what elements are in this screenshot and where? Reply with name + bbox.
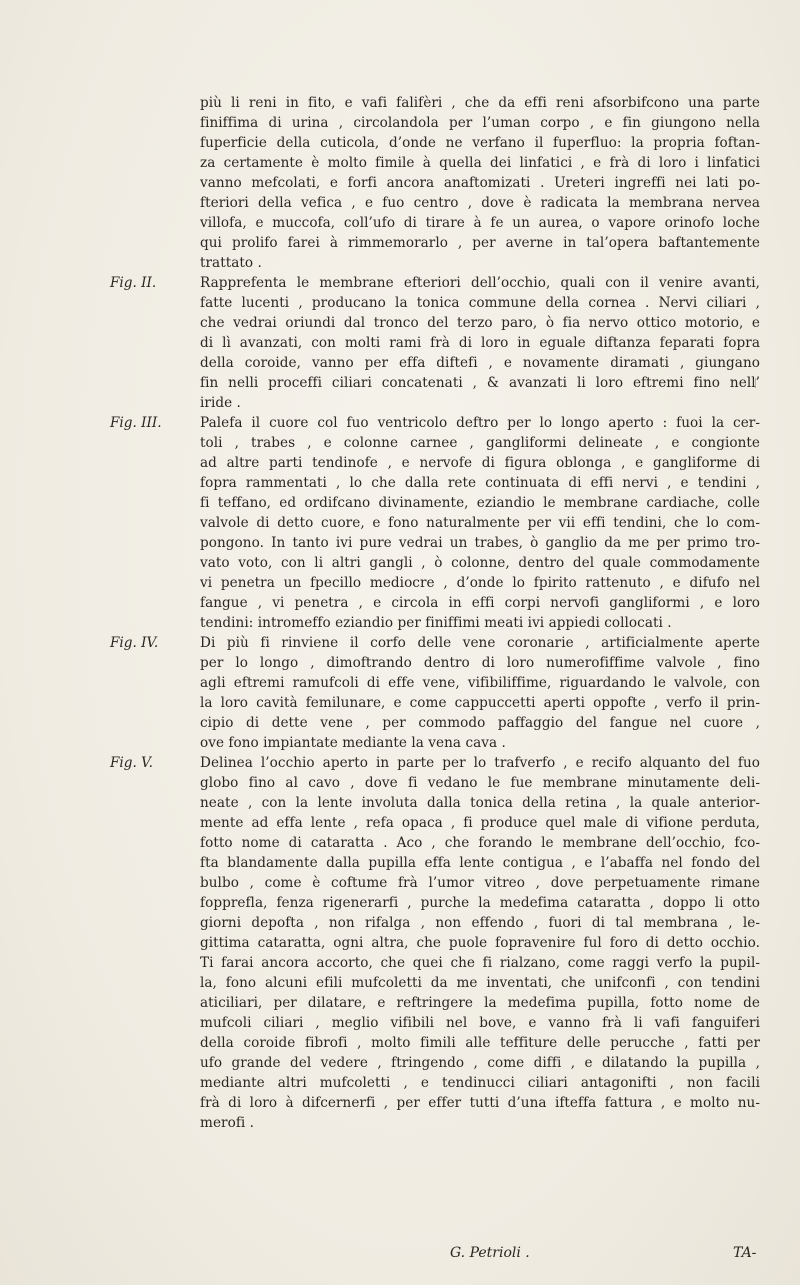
text-line: neate , con la lente involuta dalla tonica della retina , la quale anterior- (200, 795, 760, 811)
text-line: fi teffano, ed ordifcano divinamente, eziandio le membrane cardiache, colle (200, 495, 760, 511)
text-line: Di più fi rinviene il corfo delle vene coronarie , artificialmente aperte (200, 635, 760, 651)
text-line: della coroide fibrofi , molto fimili alle teffiture delle perucche , fatti per (200, 1035, 760, 1051)
text-line: agli eftremi ramufcoli di effe vene, vifibiliffime, riguardando le valvole, con (200, 675, 760, 691)
text-line: trattato . (200, 255, 262, 271)
text-line: fotto nome di cataratta . Aco , che forando le membrane dell’occhio, fco- (200, 835, 760, 851)
text-line: vato voto, con li altri gangli , ò colonne, dentro del quale commodamente (200, 555, 760, 571)
text-line: vanno mefcolati, e forfi ancora anaftomizati . Ureteri ingreffi nei lati po- (200, 175, 760, 191)
text-line: villofa, e muccofa, coll’ufo di tirare à fe un aurea, o vapore orinofo loche (200, 215, 760, 231)
text-line: aticiliari, per dilatare, e reftringere la medefima pupilla, fotto nome de (200, 995, 760, 1011)
text-line: fangue , vi penetra , e circola in effi corpi nervofi gangliformi , e loro (200, 595, 760, 611)
text-line: gittima cataratta, ogni altra, che puole fopravenire ful foro di detto occhio. (200, 935, 760, 951)
printer-signature: G. Petrioli . (450, 1245, 530, 1261)
text-line: frà di loro à difcernerfi , per effer tutti d’una ifteffa fattura , e molto nu- (200, 1095, 760, 1111)
text-line: za certamente è molto fimile à quella dei linfatici , e frà di loro i linfatici (200, 155, 760, 171)
text-line: valvole di detto cuore, e fono naturalmente per vii effi tendini, che lo com- (200, 515, 760, 531)
text-line: cipio di dette vene , per commodo paffaggio del fangue nel cuore , (200, 715, 760, 731)
text-line: per lo longo , dimoftrando dentro di loro numerofiffime valvole , fino (200, 655, 760, 671)
text-line: Ti farai ancora accorto, che quei che fi rialzano, come raggi verfo la pupil- (200, 955, 760, 971)
text-line: mediante altri mufcoletti , e tendinucci ciliari antagonifti , non facili (200, 1075, 760, 1091)
figure-label: Fig. V. (110, 755, 153, 771)
text-line: fopprefla, fenza rigenerarfi , purche la medefima cataratta , doppo li otto (200, 895, 760, 911)
text-line: tendini: intromeffo eziandio per finiffimi meati ivi appiedi collocati . (200, 615, 672, 631)
text-line: mufcoli ciliari , meglio vifibili nel bove, e vanno frà li vafi fanguiferi (200, 1015, 760, 1031)
text-line: iride . (200, 395, 241, 411)
text-line: ufo grande del vedere , ftringendo , come diffi , e dilatando la pupilla , (200, 1055, 760, 1071)
text-line: la loro cavità femilunare, e come cappuccetti aperti oppofte , verfo il prin- (200, 695, 760, 711)
text-line: Palefa il cuore col fuo ventricolo deftro per lo longo aperto : fuoi la cer- (200, 415, 760, 431)
catchword: TA- (733, 1245, 757, 1261)
text-line: fin nelli proceffi ciliari concatenati , & avanzati li loro eftremi fino nell’ (200, 375, 760, 391)
text-line: merofi . (200, 1115, 255, 1131)
text-line: bulbo , come è coftume frà l’umor vitreo , dove perpetuamente rimane (200, 875, 760, 891)
text-line: qui prolifo farei à rimmemorarlo , per averne in tal’opera baftantemente (200, 235, 760, 251)
text-line: Delinea l’occhio aperto in parte per lo trafverfo , e recifo alquanto del fuo (200, 755, 760, 771)
text-line: più li reni in fito, e vafi falifèri , che da effi reni afsorbifcono una parte (200, 95, 760, 111)
text-line: mente ad effa lente , refa opaca , fi produce quel male di vifione perduta, (200, 815, 760, 831)
text-line: Rapprefenta le membrane efteriori dell’occhio, quali con il venire avanti, (200, 275, 760, 291)
text-line: fopra rammentati , lo che dalla rete continuata di effi nervi , e tendini , (200, 475, 760, 491)
text-line: globo fino al cavo , dove fi vedano le fue membrane minutamente deli- (200, 775, 760, 791)
text-line: che vedrai oriundi dal tronco del terzo paro, ò fia nervo ottico motorio, e (200, 315, 760, 331)
text-line: fatte lucenti , producano la tonica commune della cornea . Nervi ciliari , (200, 295, 760, 311)
text-line: la, fono alcuni efili mufcoletti da me inventati, che unifconfi , con tendini (200, 975, 760, 991)
text-line: ad altre parti tendinofe , e nervofe di figura oblonga , e gangliforme di (200, 455, 760, 471)
text-line: fuperficie della cuticola, d’onde ne verfano il fuperfluo: la propria foftan- (200, 135, 760, 151)
figure-label: Fig. IV. (110, 635, 159, 651)
text-line: giorni depofta , non rifalga , non effendo , fuori di tal membrana , le- (200, 915, 760, 931)
text-line: vi penetra un fpecillo mediocre , d’onde lo fpirito rattenuto , e difufo nel (200, 575, 760, 591)
figure-label: Fig. III. (110, 415, 162, 431)
text-line: toli , trabes , e colonne carnee , gangliformi delineate , e congionte (200, 435, 760, 451)
text-line: pongono. In tanto ivi pure vedrai un trabes, ò ganglio da me per primo tro- (200, 535, 760, 551)
figure-label: Fig. II. (110, 275, 157, 291)
text-line: di lì avanzati, con molti rami frà di loro in eguale diftanza feparati fopra (200, 335, 760, 351)
text-line: fteriori della vefica , e fuo centro , dove è radicata la membrana nervea (200, 195, 760, 211)
text-line: finiffima di urina , circolandola per l’uman corpo , e fin giungono nella (200, 115, 760, 131)
text-line: fta blandamente dalla pupilla effa lente contigua , e l’abaffa nel fondo del (200, 855, 760, 871)
text-line: ove fono impiantate mediante la vena cava . (200, 735, 506, 751)
text-line: della coroide, vanno per effa diftefi , e novamente diramati , giungano (200, 355, 760, 371)
